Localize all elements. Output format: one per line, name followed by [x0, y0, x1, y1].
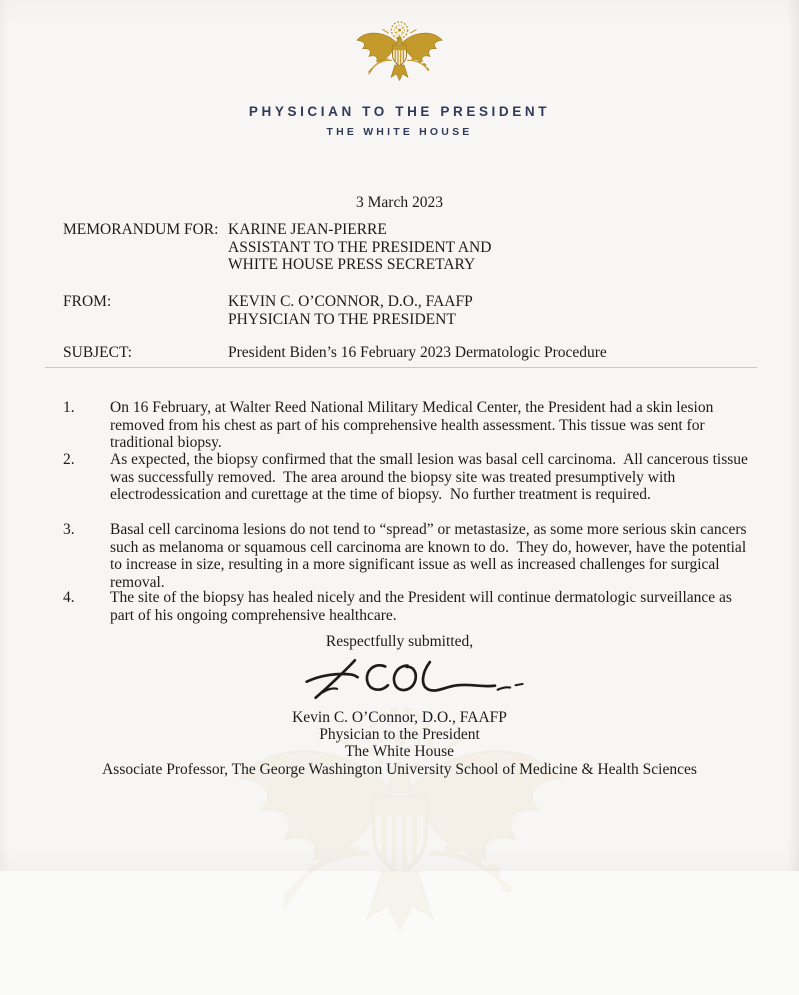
- paragraph-number: 4.: [63, 589, 75, 606]
- memo-field-value: [228, 221, 748, 274]
- signatory-title: Physician to the President: [319, 726, 480, 744]
- signatory-org: The White House: [344, 743, 455, 761]
- recipient-title-line-1: ASSISTANT TO THE PRESIDENT AND: [228, 238, 492, 256]
- header-divider: [45, 367, 757, 368]
- letterhead-subtitle: THE WHITE HOUSE: [326, 126, 473, 138]
- signatory-affiliation: Associate Professor, The George Washington University School of Medicine & Health Sciences: [102, 760, 697, 778]
- great-seal-eagle-icon: [353, 18, 446, 98]
- paragraph-text: The site of the biopsy has healed nicely and the President will continue dermatologic surveillance as part of his ongoing comprehensive healthcare.: [110, 589, 736, 624]
- memo-field-value: [228, 344, 748, 362]
- paragraph-number: 1.: [63, 399, 75, 416]
- sender-name: KEVIN C. O’CONNOR, D.O., FAAFP: [228, 293, 473, 310]
- memo-field-value: [228, 293, 748, 328]
- recipient-name: KARINE JEAN-PIERRE: [228, 221, 387, 238]
- signature-scrawl-icon: [296, 650, 528, 708]
- memo-field-label: SUBJECT:: [63, 344, 132, 361]
- letterhead-title: PHYSICIAN TO THE PRESIDENT: [248, 104, 551, 119]
- recipient-title-line-2: WHITE HOUSE PRESS SECRETARY: [228, 256, 476, 273]
- paragraph-text: As expected, the biopsy confirmed that the small lesion was basal cell carcinoma. All cancerous tissue was successfully removed. The area around the biopsy site was treated presumptively with electrodessication and curettage at the time of biopsy. No further treatment is required.: [110, 451, 752, 504]
- memo-date: 3 March 2023: [356, 194, 443, 211]
- memo-field-label: MEMORANDUM FOR:: [63, 221, 219, 238]
- paragraph-text: Basal cell carcinoma lesions do not tend to “spread” or metastasize, as some more serious skin cancers such as melanoma or squamous cell carcinoma are known to do. They do, however, have the potential to increase in size, resulting in a more significant issue as well as increased challenges for surgical removal.: [110, 521, 751, 591]
- signature-block: [0, 709, 799, 778]
- signatory-name: Kevin C. O’Connor, D.O., FAAFP: [292, 709, 507, 726]
- sender-title: PHYSICIAN TO THE PRESIDENT: [228, 310, 456, 328]
- subject-text: President Biden’s 16 February 2023 Dermatologic Procedure: [228, 344, 607, 361]
- memo-field-label: FROM:: [63, 293, 112, 310]
- paragraph-number: 3.: [63, 521, 75, 538]
- paragraph-text: On 16 February, at Walter Reed National Military Medical Center, the President had a skin lesion removed from his chest as part of his comprehensive health assessment. This tissue was sent for traditional biopsy.: [110, 399, 718, 452]
- closing-line: Respectfully submitted,: [325, 633, 474, 650]
- paragraph-number: 2.: [63, 451, 75, 468]
